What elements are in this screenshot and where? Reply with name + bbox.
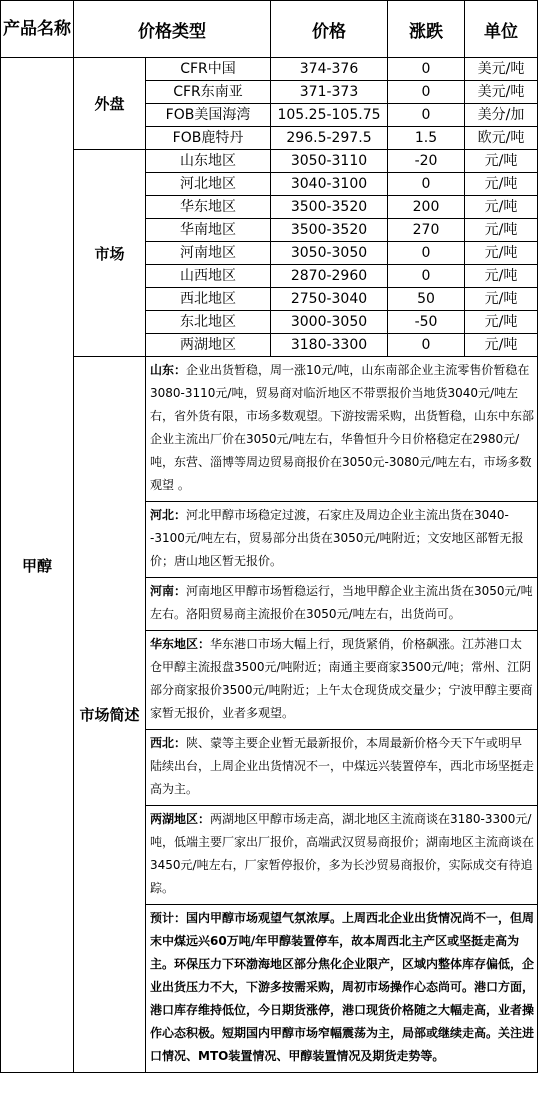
change-cell: 0: [388, 58, 465, 81]
group-label-market: 市场: [74, 150, 146, 357]
region-label: 西北：: [150, 736, 187, 750]
description-paragraph: [146, 357, 537, 502]
region-label: 河北：: [150, 508, 187, 522]
price-cell: 2750-3040: [271, 288, 388, 311]
price-type-cell: 山东地区: [146, 150, 271, 173]
group-label-external: 外盘: [74, 58, 146, 150]
price-cell: 2870-2960: [271, 265, 388, 288]
forecast-paragraph: 预计：国内甲醇市场观望气氛浓厚。上周西北企业出货情况尚不一，但周末中煤远兴60万吨/年甲醇装置停车，故本周西北主产区或坚挺走高为主。环保压力下环渤海地区部分焦化企业限产，区域内整体库存偏低，企业出货压力不大，下游多按需采购，周初市场操作心态尚可。港口方面，港口库存维持低位，今日期货涨停，港口现货价格随之大幅走高，业者操作心态积极。短期国内甲醇市场窄幅震荡为主，局部或继续走高。关注进口情况、MTO装置情况、甲醇装置情况及期货走势等。: [150, 911, 535, 1063]
header-product-name: 产品名称: [1, 1, 74, 58]
unit-cell: 元/吨: [465, 196, 538, 219]
paragraph-text: 两湖地区甲醇市场走高，湖北地区主流商谈在3180-3300元/吨，低端主要厂家出厂报价，高端武汉贸易商报价；湖南地区主流商谈在3450元/吨左右，厂家暂停报价，多为长沙贸易商报价，实际成交有待追踪。: [150, 812, 535, 895]
unit-cell: 元/吨: [465, 219, 538, 242]
description-paragraph: [146, 730, 537, 806]
unit-cell: 美元/吨: [465, 81, 538, 104]
price-type-cell: FOB鹿特丹: [146, 127, 271, 150]
header-row: [1, 1, 538, 58]
description-paragraph: [146, 631, 537, 730]
change-cell: 0: [388, 173, 465, 196]
header-change: 涨跌: [388, 1, 465, 58]
unit-cell: 元/吨: [465, 242, 538, 265]
price-cell: 3500-3520: [271, 196, 388, 219]
price-type-cell: CFR东南亚: [146, 81, 271, 104]
unit-cell: 元/吨: [465, 311, 538, 334]
unit-cell: 美分/加: [465, 104, 538, 127]
change-cell: 200: [388, 196, 465, 219]
header-price-type: 价格类型: [74, 1, 271, 58]
header-price: 价格: [271, 1, 388, 58]
price-cell: 371-373: [271, 81, 388, 104]
paragraph-text: 华东港口市场大幅上行，现货紧俏，价格飙涨。江苏港口太仓甲醇主流报盘3500元/吨附近；南通主要商家3500元/吨；常州、江阴部分商家报价3500元/吨附近；上午太仓现货成交量少；宁波甲醇主要商家暂无报价，业者多观望。: [150, 637, 533, 720]
unit-cell: 元/吨: [465, 173, 538, 196]
group-label-description: 市场简述: [74, 357, 146, 1073]
price-cell: 374-376: [271, 58, 388, 81]
description-paragraph: [146, 578, 537, 631]
price-type-cell: FOB美国海湾: [146, 104, 271, 127]
price-cell: 3500-3520: [271, 219, 388, 242]
change-cell: -50: [388, 311, 465, 334]
change-cell: 0: [388, 242, 465, 265]
region-label: 河南：: [150, 584, 187, 598]
price-cell: 3050-3050: [271, 242, 388, 265]
product-cell: 甲醇: [1, 58, 74, 1073]
price-cell: 105.25-105.75: [271, 104, 388, 127]
header-unit: 单位: [465, 1, 538, 58]
price-type-cell: 华南地区: [146, 219, 271, 242]
change-cell: 0: [388, 265, 465, 288]
description-paragraph: [146, 806, 537, 905]
change-cell: 0: [388, 104, 465, 127]
market-description: [146, 357, 538, 1073]
description-row: [1, 357, 538, 1073]
unit-cell: 元/吨: [465, 288, 538, 311]
description-paragraph: [146, 502, 537, 578]
price-cell: 3050-3110: [271, 150, 388, 173]
region-label: 两湖地区：: [150, 812, 211, 826]
region-label: 山东：: [150, 363, 187, 377]
change-cell: 1.5: [388, 127, 465, 150]
price-type-cell: 山西地区: [146, 265, 271, 288]
price-type-cell: 两湖地区: [146, 334, 271, 357]
price-type-cell: 西北地区: [146, 288, 271, 311]
price-cell: 3000-3050: [271, 311, 388, 334]
unit-cell: 元/吨: [465, 150, 538, 173]
change-cell: 50: [388, 288, 465, 311]
price-cell: 3040-3100: [271, 173, 388, 196]
unit-cell: 元/吨: [465, 334, 538, 357]
table-row: [1, 150, 538, 173]
price-cell: 296.5-297.5: [271, 127, 388, 150]
price-cell: 3180-3300: [271, 334, 388, 357]
unit-cell: 欧元/吨: [465, 127, 538, 150]
unit-cell: 美元/吨: [465, 58, 538, 81]
price-type-cell: 华东地区: [146, 196, 271, 219]
change-cell: 270: [388, 219, 465, 242]
price-type-cell: 东北地区: [146, 311, 271, 334]
unit-cell: 元/吨: [465, 265, 538, 288]
table-row: [1, 58, 538, 81]
price-type-cell: 河北地区: [146, 173, 271, 196]
region-label: 华东地区：: [150, 637, 211, 651]
paragraph-text: 河北甲醇市场稳定过渡，石家庄及周边企业主流出货在3040--3100元/吨左右，贸易部分出货在3050元/吨附近；文安地区部暂无报价；唐山地区暂无报价。: [150, 508, 524, 568]
paragraph-text: 陕、蒙等主要企业暂无最新报价，本周最新价格今天下午或明早陆续出台，上周企业出货情况不一，中煤远兴装置停车，西北市场坚挺走高为主。: [150, 736, 535, 796]
price-type-cell: CFR中国: [146, 58, 271, 81]
paragraph-text: 河南地区甲醇市场暂稳运行，当地甲醇企业主流出货在3050元/吨左右。洛阳贸易商主流报价在3050元/吨左右，出货尚可。: [150, 584, 533, 621]
change-cell: 0: [388, 81, 465, 104]
price-type-cell: 河南地区: [146, 242, 271, 265]
change-cell: -20: [388, 150, 465, 173]
change-cell: 0: [388, 334, 465, 357]
paragraph-text: 企业出货暂稳，周一涨10元/吨，山东南部企业主流零售价暂稳在3080-3110元/吨，贸易商对临沂地区不带票报价当地货3040元/吨左右，省外货有限，市场多数观望。下游按需采购，出货暂稳，山东中东部企业主流出厂价在3050元/吨左右，华鲁恒升今日价格稳定在2980元/吨，东营、淄博等周边贸易商报价在3050元-3080元/吨左右，市场多数观望 。: [150, 363, 535, 492]
